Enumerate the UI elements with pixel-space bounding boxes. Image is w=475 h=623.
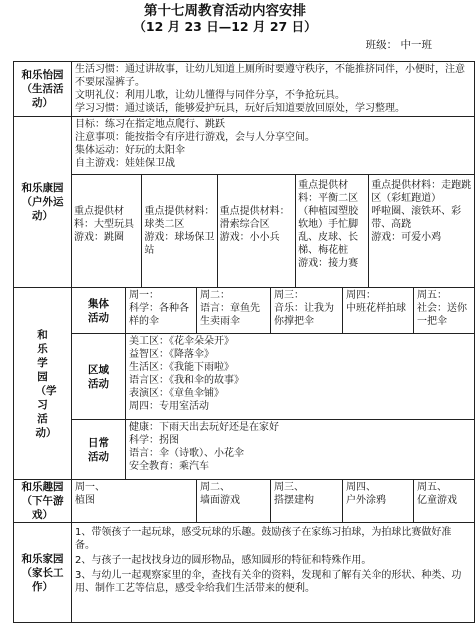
- family-content: [72, 523, 475, 623]
- daily-line: 语言：伞（诗歌）、小花伞: [129, 448, 244, 459]
- life-row: [14, 62, 475, 117]
- family-label: [14, 523, 72, 623]
- play-day-4: 周四、 户外涂鸦: [343, 480, 414, 523]
- area-row: [14, 334, 475, 420]
- collective-day-3: 周三： 音乐：让我为你撑把伞: [271, 288, 343, 334]
- daily-content: [126, 420, 475, 480]
- daily-line: 安全教育：乘汽车: [129, 461, 209, 472]
- outdoor-area-4: 重点提供材料：平衡二区（种植园塑胶软地）手忙脚乱、皮球、长梯、梅花桩 游戏：接力赛: [296, 175, 369, 287]
- area-content: [126, 334, 475, 420]
- outdoor-line: 目标：练习在指定地点爬行、跳跃: [75, 119, 225, 130]
- outdoor-area-5: 重点提供材料：走跑跳区（彩虹跑道） 呼啦圈、滚铁环、彩带、高跷 游戏：可爱小鸡: [369, 175, 474, 287]
- family-label-line2: （家长工作）: [21, 566, 64, 593]
- play-label: [14, 480, 72, 523]
- outdoor-label-line1: 和乐康园: [21, 182, 64, 194]
- daily-line: 科学：拐图: [129, 435, 179, 446]
- daily-line: 健康：下雨天出去玩好还是在家好: [129, 422, 279, 433]
- daily-label-line2: 活动: [88, 450, 109, 463]
- outdoor-area-2: 重点提供材料：球类二区 游戏：球场保卫站: [142, 175, 217, 287]
- outdoor-label: [14, 117, 72, 288]
- life-label-line1: 和乐怡园: [21, 69, 64, 81]
- play-day-2: 周二、 墙面游戏: [197, 480, 271, 523]
- daily-label-line1: 日常: [88, 436, 109, 449]
- collective-day-4: 周四： 中班花样拍球: [343, 288, 414, 334]
- area-line: 表演区：《章鱼伞铺》: [129, 388, 224, 399]
- area-line: 美工区：《花伞朵朵开》: [129, 336, 234, 347]
- outdoor-line: 集体运动：好玩的太阳伞: [75, 145, 185, 156]
- area-line: 周四：专用室活动: [129, 401, 209, 412]
- area-label: [72, 334, 126, 420]
- area-label-line2: 活动: [88, 377, 109, 390]
- outdoor-areas-row: [14, 175, 475, 288]
- play-label-line1: 和乐趣园: [21, 481, 64, 493]
- daily-label: [72, 420, 126, 480]
- collective-day-2: 周二： 语言：章鱼先生卖雨伞: [197, 288, 271, 334]
- area-label-line1: 区域: [88, 363, 109, 376]
- life-line: 生活习惯：通过讲故事，让幼儿知道上厕所时要遵守秩序，不能推挤同伴，小便时，注意不要尿湿裤子。: [75, 64, 465, 88]
- play-row: [14, 480, 475, 523]
- daily-row: [14, 420, 475, 480]
- life-line: 学习习惯：通过谈话，能够爱护玩具，玩好后知道要放回原处，学习整理。: [75, 103, 405, 114]
- schedule-table: [13, 61, 475, 623]
- family-line: 3、与幼儿一起观察家里的伞，查找有关伞的资料，发现和了解有关伞的形状、种类、功用、制作工艺等信息，感受伞给我们生活带来的便利。: [75, 570, 462, 594]
- outdoor-line: 注意事项：能按指令有序进行游戏，会与人分享空间。: [75, 132, 315, 143]
- area-line: 益智区：《降落伞》: [129, 349, 214, 360]
- date-range: （12 月 23 日—12 月 27 日）: [133, 19, 317, 34]
- collective-day-1: 周一： 科学：各种各样的伞: [126, 288, 197, 334]
- outdoor-row: [14, 117, 475, 175]
- learning-label: [14, 288, 72, 480]
- collective-label-line2: 活动: [88, 311, 109, 324]
- play-label-line2: （下午游戏）: [21, 495, 64, 521]
- class-label: 班级： 中一班: [365, 39, 432, 51]
- life-content: [72, 62, 475, 117]
- family-row: [14, 523, 475, 623]
- play-day-3: 周三、 搭摆建构: [271, 480, 343, 523]
- family-line: 2、与孩子一起找找身边的圆形物品，感知圆形的特征和特殊作用。: [75, 555, 372, 566]
- learning-label-text: 和乐学园（学习活动）: [35, 328, 57, 439]
- area-line: 生活区：《我能下雨啦》: [129, 362, 234, 373]
- life-line: 文明礼仪：利用儿歌，让幼儿懂得与同伴分享，不争抢玩具。: [75, 90, 345, 101]
- outdoor-areas: [72, 175, 475, 288]
- family-label-line1: 和乐家园: [21, 552, 64, 565]
- family-line: 1、带领孩子一起玩球，感受玩球的乐趣。鼓励孩子在家练习拍球，为拍球比赛做好准备。: [75, 527, 452, 551]
- area-line: 语言区：《我和伞的故事》: [129, 375, 244, 386]
- play-day-1: 周一、 植图: [72, 480, 197, 523]
- page-title: 第十七周教育活动内容安排: [144, 3, 306, 19]
- collective-row: [14, 288, 475, 334]
- outdoor-line: 自主游戏：娃娃保卫战: [75, 158, 175, 169]
- outdoor-content: [72, 117, 475, 175]
- life-label: [14, 62, 72, 117]
- outdoor-area-1: 重点提供材料：大型玩具 游戏：跳圈: [74, 206, 134, 243]
- play-day-5: 周五、 亿童游戏: [414, 480, 475, 523]
- outdoor-area-3: 重点提供材料：滑索综合区 游戏：小小兵: [217, 175, 295, 287]
- outdoor-label-line2: （户外运动）: [21, 196, 64, 222]
- collective-label: [72, 288, 126, 334]
- life-label-line2: （生活活动）: [21, 83, 64, 109]
- collective-label-line1: 集体: [88, 297, 109, 310]
- collective-day-5: 周五： 社会：送你一把伞: [414, 288, 475, 334]
